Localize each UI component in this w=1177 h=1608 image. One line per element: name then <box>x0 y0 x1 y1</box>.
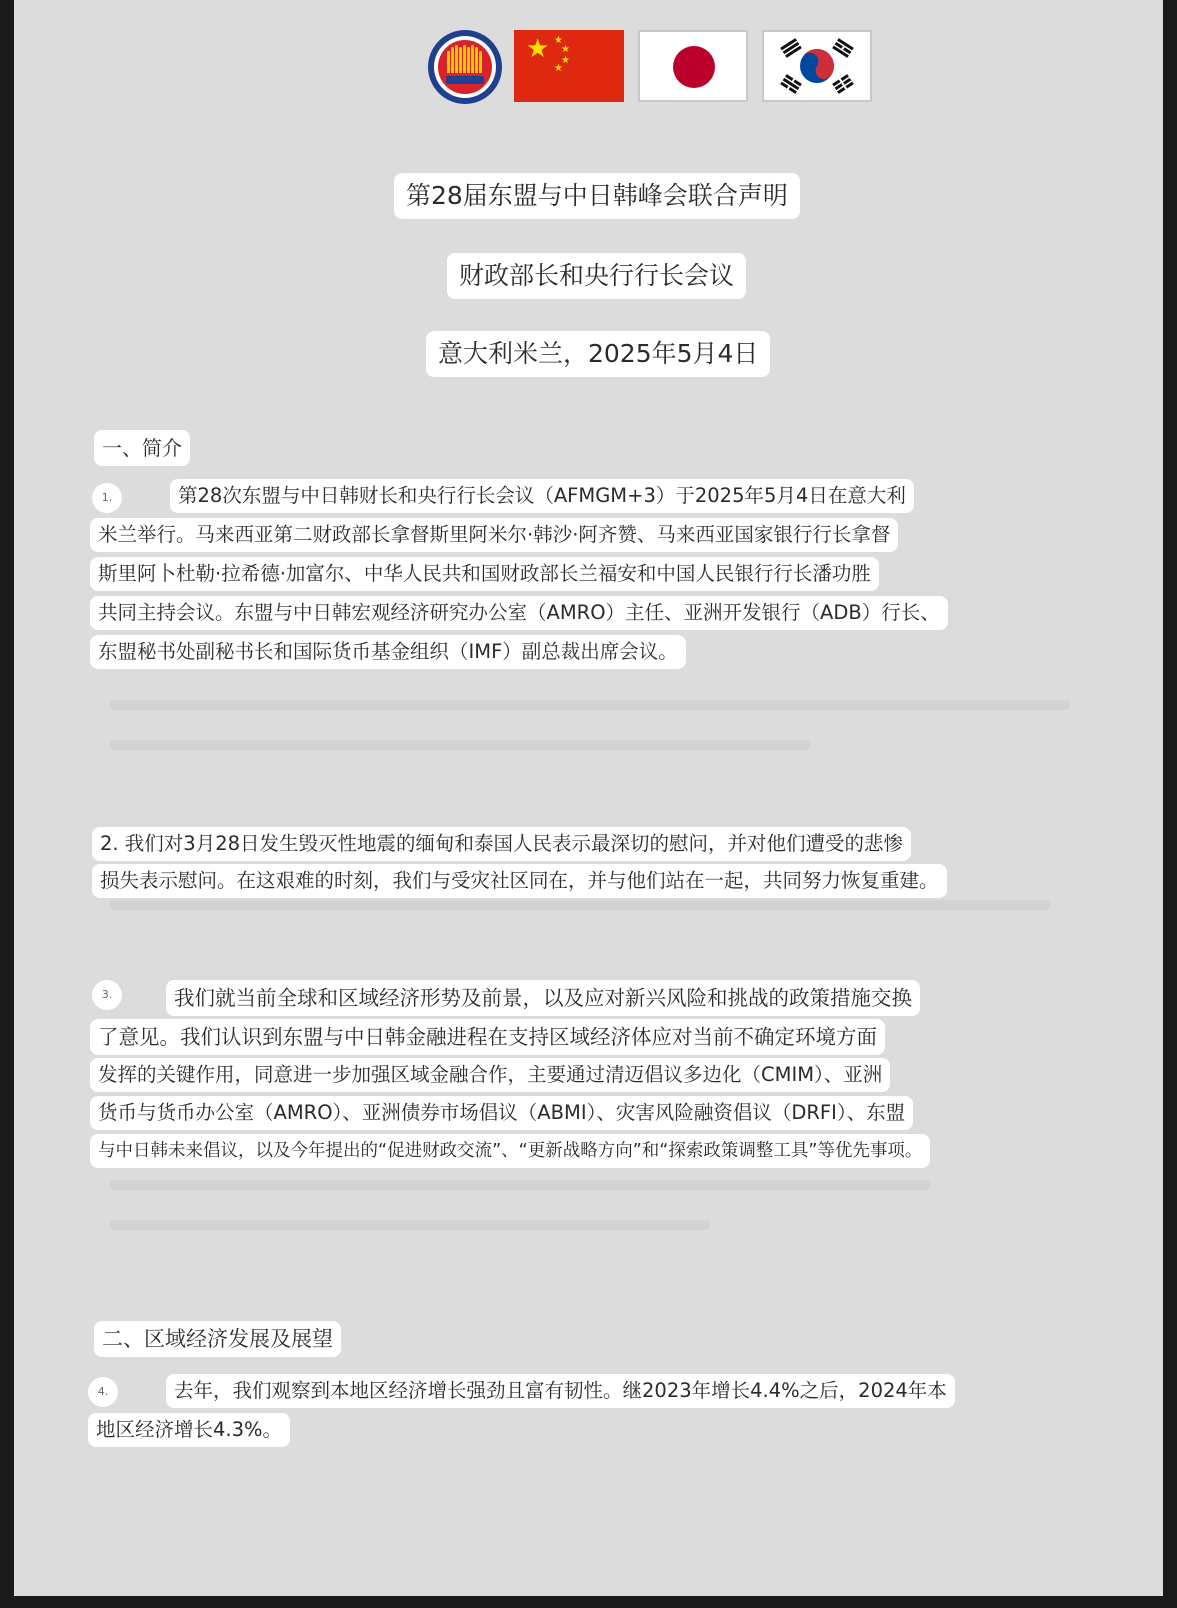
para1-line-4: 共同主持会议。东盟与中日韩宏观经济研究办公室（AMRO）主任、亚洲开发银行（ADB）行长、 <box>90 596 948 630</box>
para2-line-1: 2. 我们对3月28日发生毁灭性地震的缅甸和泰国人民表示最深切的慰问，并对他们遭受的悲惨 <box>92 827 911 861</box>
korea-flag-icon <box>762 30 872 102</box>
title-line-1: 第28届东盟与中日韩峰会联合声明 <box>394 173 800 219</box>
para3-line-5: 与中日韩未来倡议，以及今年提出的“促进财政交流”、“更新战略方向”和“探索政策调整工具”等优先事项。 <box>90 1134 930 1168</box>
japan-flag-icon <box>638 30 748 102</box>
para1-line-2: 米兰举行。马来西亚第二财政部长拿督斯里阿米尔·韩沙·阿齐赞、马来西亚国家银行行长拿督 <box>90 518 898 552</box>
para1-line-1: 第28次东盟与中日韩财长和央行行长会议（AFMGM+3）于2025年5月4日在意大利 <box>170 479 914 513</box>
para3-line-4: 货币与货币办公室（AMRO）、亚洲债券市场倡议（ABMI）、灾害风险融资倡议（DRFI）、东盟 <box>90 1096 913 1130</box>
paragraph-number-4: 4. <box>88 1377 118 1407</box>
title-line-2: 财政部长和央行行长会议 <box>447 253 746 299</box>
asean-emblem-icon <box>428 30 502 104</box>
para4-line-2: 地区经济增长4.3%。 <box>88 1413 290 1447</box>
para2-line-2: 损失表示慰问。在这艰难的时刻，我们与受灾社区同在，并与他们站在一起，共同努力恢复重建。 <box>92 864 947 898</box>
para1-line-3: 斯里阿卜杜勒·拉希德·加富尔、中华人民共和国财政部长兰福安和中国人民银行行长潘功胜 <box>90 557 879 591</box>
paragraph-number-3: 3. <box>92 980 122 1010</box>
paragraph-number-1: 1. <box>92 483 122 513</box>
para3-line-1: 我们就当前全球和区域经济形势及前景，以及应对新兴风险和挑战的政策措施交换 <box>166 980 920 1016</box>
section-heading-regional-economy: 二、区域经济发展及展望 <box>94 1321 341 1357</box>
para1-line-5: 东盟秘书处副秘书长和国际货币基金组织（IMF）副总裁出席会议。 <box>90 635 686 669</box>
para4-line-1: 去年，我们观察到本地区经济增长强劲且富有韧性。继2023年增长4.4%之后，2024年本 <box>166 1374 955 1408</box>
title-line-3: 意大利米兰，2025年5月4日 <box>426 331 770 377</box>
section-heading-intro: 一、简介 <box>94 430 190 466</box>
china-flag-icon: ★ ★ ★ ★ ★ <box>514 30 624 102</box>
para3-line-2: 了意见。我们认识到东盟与中日韩金融进程在支持区域经济体应对当前不确定环境方面 <box>90 1019 885 1055</box>
para3-line-3: 发挥的关键作用，同意进一步加强区域金融合作，主要通过清迈倡议多边化（CMIM）、亚洲 <box>90 1058 890 1092</box>
